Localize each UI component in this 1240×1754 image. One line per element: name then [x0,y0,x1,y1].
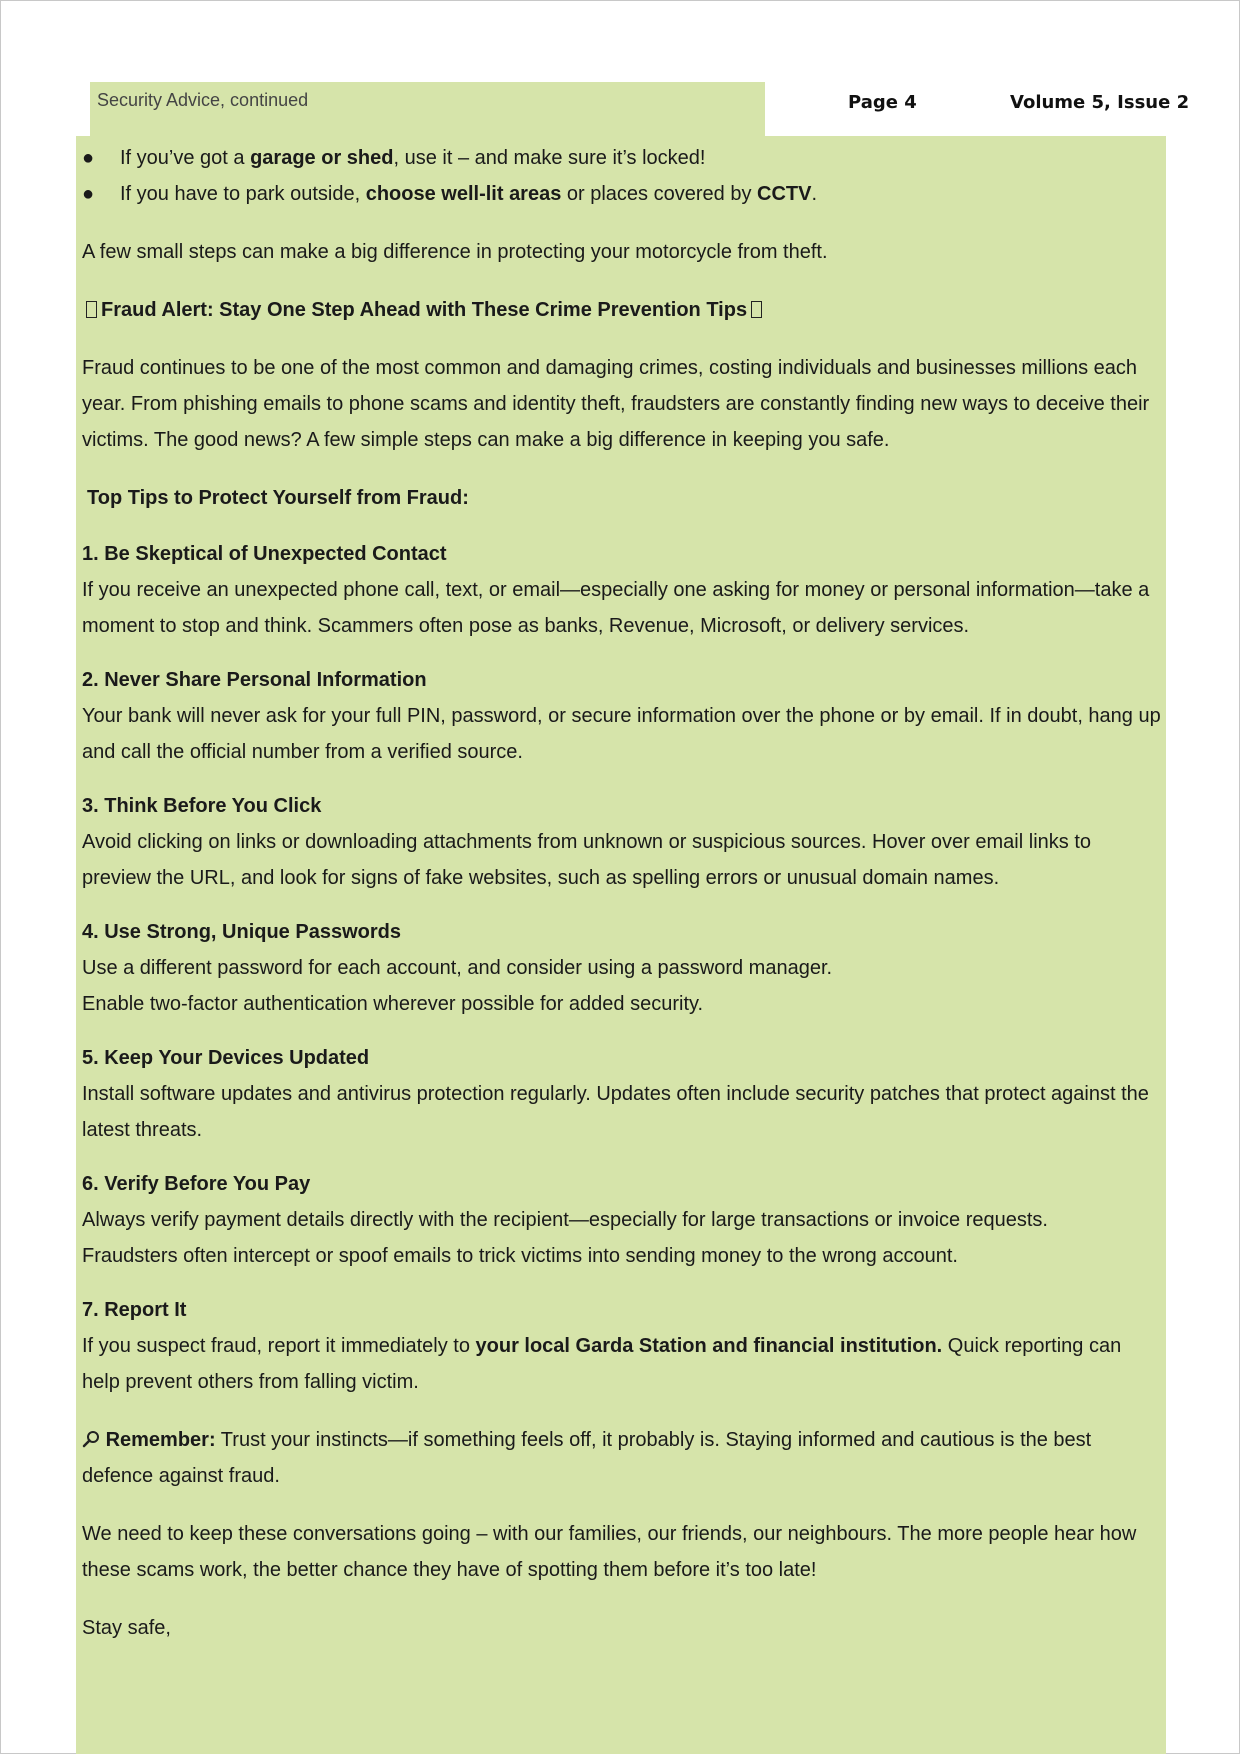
missing-glyph-icon [751,301,762,318]
tip-body: Enable two-factor authentication wherever possible for added security. [82,993,704,1015]
section-label: Security Advice, continued [97,90,309,110]
volume-issue: Volume 5, Issue 2 [1010,92,1190,113]
signoff: Stay safe, [82,1617,171,1639]
fraud-alert-title [82,292,1162,328]
tip-body-bold: your local Garda Station and financial institution. [475,1335,943,1357]
tip-body [82,1328,1162,1400]
bullet-dot: ● [82,147,95,169]
bullet-bold: choose well-lit areas [365,183,562,205]
magnifier-icon [82,1430,100,1448]
tip-title: 4. Use Strong, Unique Passwords [82,921,401,943]
bullet-parking [82,176,1162,212]
bullet-text: If you’ve got a [120,147,251,169]
bullet-garage [82,140,1162,176]
tip-title: 7. Report It [82,1299,187,1321]
bullet-text: If you have to park outside, [120,183,366,205]
bullet-text: , use it – and make sure it’s locked! [393,147,706,169]
closing-paragraph: We need to keep these conversations going – with our families, our friends, our neighbours. The more people hear how these scams work, the better chance they have of spotting them before it’s too late! [82,1523,1137,1581]
tip-body: If you receive an unexpected phone call, text, or email—especially one asking for money or personal information—take a moment to stop and think. Scammers often pose as banks, Revenue, Microsoft, or delivery services. [82,579,1150,637]
motorcycle-summary: A few small steps can make a big difference in protecting your motorcycle from theft. [82,241,828,263]
tip-body: Fraudsters often intercept or spoof emails to trick victims into sending money to the wrong account. [82,1245,958,1267]
remember-note [82,1422,1162,1494]
tip-body: Use a different password for each account, and consider using a password manager. [82,957,833,979]
tip-body: Avoid clicking on links or downloading attachments from unknown or suspicious sources. Hover over email links to preview the URL, and look for signs of fake websites, such as spelling errors or unusual domain names. [82,831,1091,889]
tip-title: 2. Never Share Personal Information [82,669,427,691]
bullet-dot: ● [82,183,95,205]
tip-title: 3. Think Before You Click [82,795,322,817]
remember-label: Remember: [105,1429,216,1451]
page-number: Page 4 [848,92,917,113]
fraud-alert-title-text: Fraud Alert: Stay One Step Ahead with These Crime Prevention Tips [101,299,748,321]
tip-title: 6. Verify Before You Pay [82,1173,311,1195]
tip-title: 5. Keep Your Devices Updated [82,1047,370,1069]
bullet-text: or places covered by [561,183,757,205]
tip-body-text: If you suspect fraud, report it immediately to [82,1335,476,1357]
bullet-bold: CCTV [757,183,812,205]
tips-heading: Top Tips to Protect Yourself from Fraud: [87,487,469,509]
tip-body: Always verify payment details directly with the recipient—especially for large transactions or invoice requests. [82,1209,1048,1231]
tip-body: Your bank will never ask for your full PIN, password, or secure information over the phone or by email. If in doubt, hang up and call the official number from a verified source. [82,705,1161,763]
article-content [82,140,1162,1646]
tip-body-text: Quick reporting can help prevent others from falling victim. [82,1335,1122,1393]
tip-body: Install software updates and antivirus protection regularly. Updates often include security patches that protect against the latest threats. [82,1083,1149,1141]
missing-glyph-icon [86,301,97,318]
bullet-text: . [811,183,818,205]
remember-text: Trust your instincts—if something feels off, it probably is. Staying informed and cautious is the best defence against fraud. [82,1429,1092,1487]
fraud-intro: Fraud continues to be one of the most common and damaging crimes, costing individuals and businesses millions each year. From phishing emails to phone scams and identity theft, fraudsters are constantly finding new ways to deceive their victims. The good news? A few simple steps can make a big difference in keeping you safe. [82,357,1150,451]
tip-title: 1. Be Skeptical of Unexpected Contact [82,543,447,565]
bullet-bold: garage or shed [250,147,394,169]
